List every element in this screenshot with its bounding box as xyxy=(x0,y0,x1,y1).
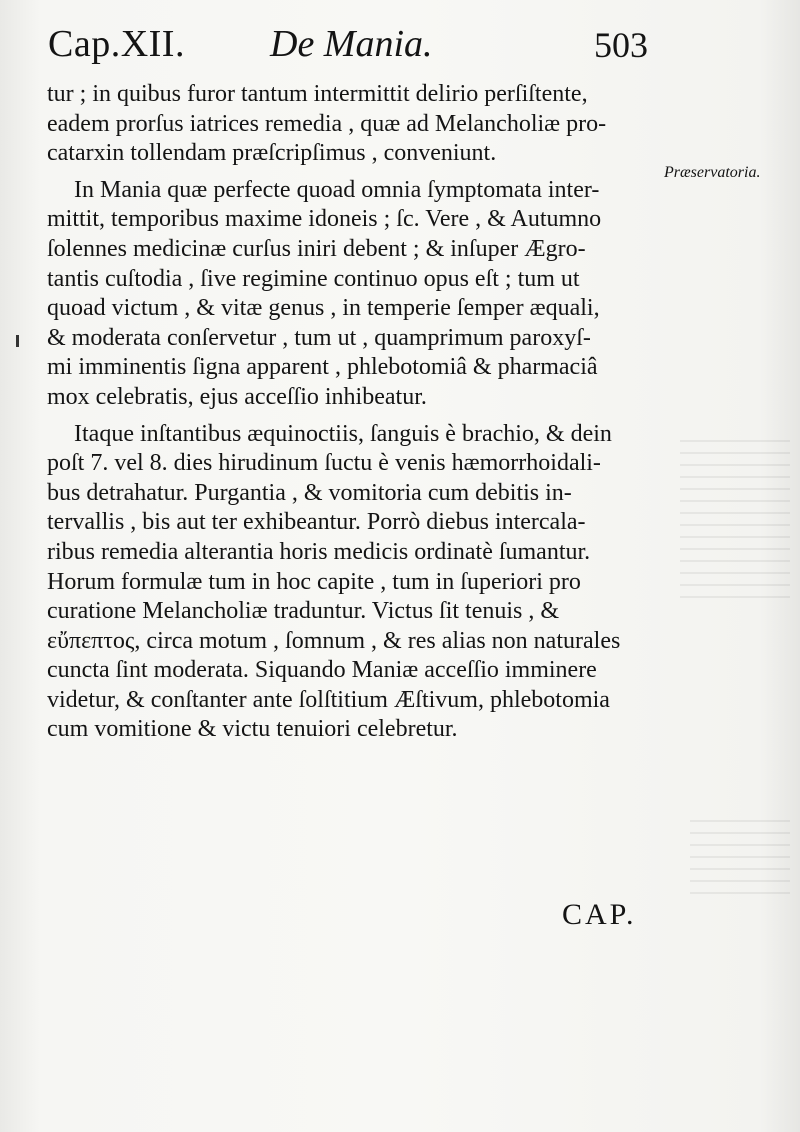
text-line: cum vomitione & victu tenuiori celebretur. xyxy=(47,716,458,743)
text-line: eadem prorſus iatrices remedia , quæ ad Melancholiæ pro- xyxy=(47,110,607,137)
text-line: mox celebratis, ejus acceſſio inhibeatur. xyxy=(47,383,427,410)
text-line: ſolennes medicinæ curſus iniri debent ; & inſuper Ægro- xyxy=(47,235,586,262)
show-through-margin xyxy=(690,820,790,900)
running-header xyxy=(48,22,648,78)
text-line: mittit, temporibus maxime idoneis ; ſc. Vere , & Autumno xyxy=(47,206,602,233)
text-line: εὔπεπτος, circa motum , ſomnum , & res alias non naturales xyxy=(47,627,621,654)
paragraph-2 xyxy=(47,176,655,413)
text-line: tervallis , bis aut ter exhibeantur. Porrò diebus intercala- xyxy=(47,509,586,536)
margin-note: Præservatoria. xyxy=(664,164,761,181)
text-line: curatione Melancholiæ traduntur. Victus ſit tenuis , & xyxy=(47,598,560,625)
paragraph-1 xyxy=(47,80,655,169)
text-line: poſt 7. vel 8. dies hirudinum ſuctu è venis hæmorrhoidali- xyxy=(47,450,601,477)
text-line: bus detrahatur. Purgantia , & vomitoria cum debitis in- xyxy=(47,479,572,506)
page-number: 503 xyxy=(594,25,648,65)
text-line: In Mania quæ perfecte quoad omnia ſymptomata inter- xyxy=(74,176,600,203)
text-line: tantis cuſtodia , ſive regimine continuo opus eſt ; tum ut xyxy=(47,265,580,292)
text-line: tur ; in quibus furor tantum intermittit delirio perſiſtente, xyxy=(47,81,588,107)
body-text xyxy=(47,80,655,745)
text-line: ribus remedia alterantia horis medicis ordinatè ſumantur. xyxy=(47,538,591,565)
text-line: catarxin tollendam præſcripſimus , conveniunt. xyxy=(47,140,497,167)
text-line: mi imminentis ſigna apparent , phlebotomiâ & pharmaciâ xyxy=(47,354,598,381)
running-title: De Mania. xyxy=(270,23,433,65)
catchword: CAP. xyxy=(562,898,637,931)
chapter-heading: Cap.XII. xyxy=(48,23,185,65)
margin-mark xyxy=(16,335,19,347)
text-line: quoad victum , & vitæ genus , in temperie ſemper æquali, xyxy=(47,295,600,322)
paragraph-3 xyxy=(47,420,655,746)
text-line: Itaque inſtantibus æquinoctiis, ſanguis è brachio, & dein xyxy=(74,420,612,447)
text-line: cuncta ſint moderata. Siquando Maniæ acceſſio imminere xyxy=(47,657,597,684)
text-line: & moderata conſervetur , tum ut , quamprimum paroxyſ- xyxy=(47,324,591,351)
show-through-margin xyxy=(680,440,790,600)
text-line: videtur, & conſtanter ante ſolſtitium Æſtivum, phlebotomia xyxy=(47,686,610,713)
text-line: Horum formulæ tum in hoc capite , tum in ſuperiori pro xyxy=(47,568,581,595)
